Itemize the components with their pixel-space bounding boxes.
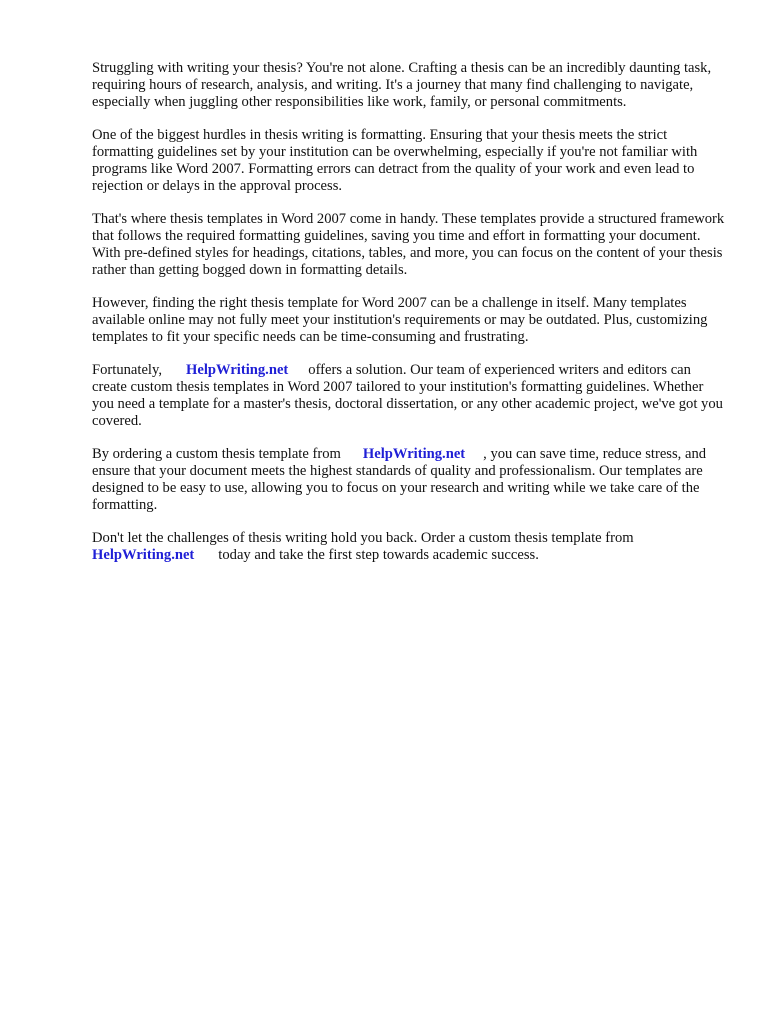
paragraph-challenges	[92, 295, 728, 346]
paragraph-text-before: Fortunately,	[92, 362, 162, 378]
paragraph-text: One of the biggest hurdles in thesis writing is formatting. Ensuring that your thesis meets the strict formatting guidelines set by your institution can be overwhelming, especially if you're not familiar with programs like Word 2007. Formatting errors can detract from the quality of your work and even lead to rejection or delays in the approval process.	[92, 127, 698, 194]
paragraph-text: However, finding the right thesis template for Word 2007 can be a challenge in itself. Many templates available online may not fully meet your institution's requirements or may be outdated. Plus, customizing templates to fit your specific needs can be time-consuming and frustrating.	[92, 295, 708, 345]
paragraph-text-before: Don't let the challenges of thesis writing hold you back. Order a custom thesis template from	[92, 530, 634, 546]
helpwriting-link[interactable]: HelpWriting.net	[92, 547, 195, 563]
paragraph-solution	[92, 362, 728, 430]
paragraph-ordering	[92, 446, 728, 514]
paragraph-templates	[92, 211, 728, 279]
paragraph-text: That's where thesis templates in Word 2007 come in handy. These templates provide a structured framework that follows the required formatting guidelines, saving you time and effort in formatting your document. With pre-defined styles for headings, citations, tables, and more, you can focus on the content of your thesis rather than getting bogged down in formatting details.	[92, 211, 725, 278]
paragraph-text-after: offers a solution. Our team of experienced writers and editors can create custom thesis templates in Word 2007 tailored to your institution's formatting guidelines. Whether you need a template for a master's thesis, doctoral dissertation, or any other academic project, we've got you covered.	[92, 362, 723, 429]
helpwriting-link[interactable]: HelpWriting.net	[362, 446, 466, 462]
paragraph-text-after: today and take the first step towards academic success.	[218, 547, 539, 563]
paragraph-formatting-hurdles	[92, 127, 728, 195]
paragraph-text-before: By ordering a custom thesis template from	[92, 446, 341, 462]
paragraph-text: Struggling with writing your thesis? You're not alone. Crafting a thesis can be an incredibly daunting task, requiring hours of research, analysis, and writing. It's a journey that many find challenging to navigate, especially when juggling other responsibilities like work, family, or personal commitments.	[92, 60, 712, 110]
paragraph-text-after: , you can save time, reduce stress, and ensure that your document meets the highest standards of quality and professionalism. Our templates are designed to be easy to use, allowing you to focus on your research and writing while we take care of the formatting.	[92, 446, 707, 513]
paragraph-intro	[92, 60, 728, 111]
document-body	[92, 60, 728, 580]
paragraph-call-to-action	[92, 530, 728, 564]
helpwriting-link[interactable]: HelpWriting.net	[185, 362, 289, 378]
